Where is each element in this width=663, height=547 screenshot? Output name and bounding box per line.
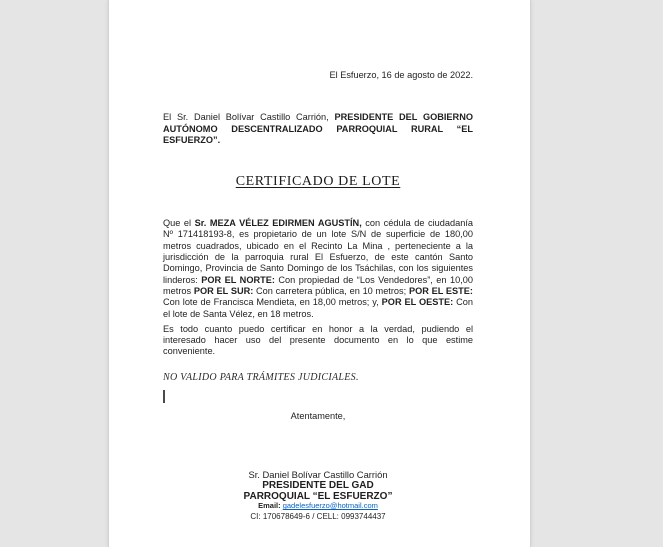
signature-email-line	[163, 502, 473, 511]
intro-run-bold: PRESIDENTE DEL GOBIERNO AUTÓNOMO DESCENTRALIZADO PARROQUIAL RURAL “EL ESFUERZO”.	[163, 112, 473, 145]
document-title	[163, 174, 473, 190]
body-paragraph	[163, 218, 473, 320]
intro-run-regular: El Sr. Daniel Bolívar Castillo Carrión,	[163, 112, 335, 123]
farewell-line: Atentamente,	[290, 411, 346, 422]
document-content	[109, 70, 530, 521]
body-run-north-label: POR EL NORTE:	[201, 274, 275, 285]
body-run-south-label: POR EL SUR:	[193, 285, 254, 296]
document-page[interactable]	[108, 0, 531, 547]
email-link[interactable]: gadelesfuerzo@hotmail.com	[282, 501, 378, 511]
intro-paragraph	[163, 112, 473, 146]
body-run: Con lote de Francisca Mendieta, en 18,00 metros; y,	[163, 297, 382, 308]
body-run-owner-name: Sr. MEZA VÉLEZ EDIRMEN AGUSTÍN,	[194, 218, 362, 229]
judicial-notice: NO VALIDO PARA TRÁMITES JUDICIALES.	[163, 371, 359, 383]
date-line: El Esfuerzo, 16 de agosto de 2022.	[329, 70, 473, 80]
signature-role-line-1: PRESIDENTE DEL GAD	[262, 480, 374, 492]
body-run: Con el lote de Santa Vélez, en 18 metros.	[163, 297, 473, 319]
body-run-east-label: POR EL ESTE:	[408, 285, 473, 296]
text-cursor-caret	[163, 390, 165, 403]
document-title-text: CERTIFICADO DE LOTE	[235, 174, 401, 190]
body-run: Con carretera pública, en 10 metros;	[253, 285, 409, 296]
signature-role-line-2: PARROQUIAL “EL ESFUERZO”	[243, 491, 393, 503]
caret-row	[163, 390, 473, 403]
body-run-west-label: POR EL OESTE:	[381, 297, 454, 308]
closing-paragraph: Es todo cuanto puedo certificar en honor a la verdad, pudiendo el interesado hacer uso del presente documento en lo que estime conveniente.	[163, 323, 473, 357]
signature-name: Sr. Daniel Bolívar Castillo Carrión	[248, 469, 388, 481]
body-run: Con propiedad de “Los Vendedores”, en 10,00 metros	[163, 274, 474, 296]
body-run: Que el	[163, 218, 195, 229]
email-label: Email:	[258, 501, 281, 511]
signature-block	[163, 469, 473, 521]
body-run: con cédula de ciudadanía Nº 171418193-8, es propietario de un lote S/N de superficie de 180,00 metros cuadrados, ubicado en el Recinto La Mina , perteneciente a la jurisdicción de la parroquia rural El Esfuerzo, de este cantón Santo Domingo, Provincia de Santo Domingo de los Tsáchilas, con los siguientes linderos:	[163, 218, 473, 285]
signature-contact-line: CI: 170678649-6 / CELL: 0993744437	[250, 511, 386, 521]
